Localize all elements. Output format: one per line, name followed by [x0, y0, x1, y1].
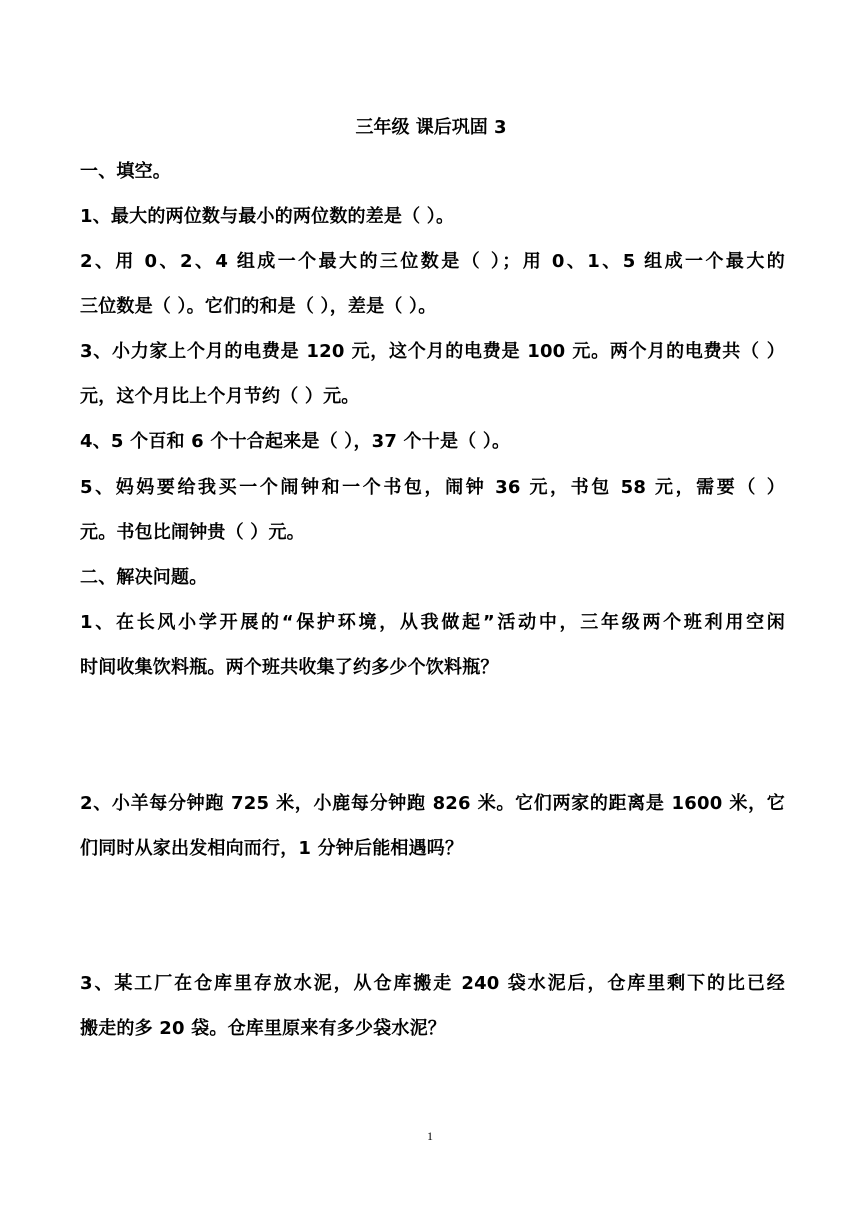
page-title-text: 三年级 课后巩固 3: [355, 117, 507, 138]
section-heading-problems: 二、解决问题。: [80, 567, 208, 588]
page-number: 1: [427, 1129, 433, 1143]
section-heading-fill-in: 一、填空。: [80, 161, 171, 182]
question-line: 5、妈妈要给我买一个闹钟和一个书包，闹钟 36 元，书包 58 元，需要（ ）: [80, 477, 785, 498]
problem-line: 们同时从家出发相向而行，1 分钟后能相遇吗？: [80, 838, 464, 859]
question-line: 1、最大的两位数与最小的两位数的差是（ ）。: [80, 206, 455, 227]
problem-line: 时间收集饮料瓶。两个班共收集了约多少个饮料瓶？: [80, 657, 499, 678]
page-title: [0, 116, 860, 140]
question-line: 3、小力家上个月的电费是 120 元，这个月的电费是 100 元。两个月的电费共（ ）: [80, 341, 785, 362]
problem-line: 3、某工厂在仓库里存放水泥，从仓库搬走 240 袋水泥后，仓库里剩下的比已经: [80, 973, 785, 994]
question-line: 元。书包比闹钟贵（ ）元。: [80, 522, 305, 543]
question-line: 三位数是（ ）。它们的和是（ ），差是（ ）。: [80, 296, 437, 317]
problem-line: 搬走的多 20 袋。仓库里原来有多少袋水泥？: [80, 1018, 446, 1039]
question-line: 2、用 0、2、4 组成一个最大的三位数是（ ）；用 0、1、5 组成一个最大的: [80, 251, 785, 272]
question-line: 4、5 个百和 6 个十合起来是（ ），37 个十是（ ）。: [80, 431, 511, 452]
problem-line: 2、小羊每分钟跑 725 米，小鹿每分钟跑 826 米。它们两家的距离是 1600 米，它: [80, 793, 785, 814]
question-line: 元，这个月比上个月节约（ ）元。: [80, 386, 360, 407]
problem-line: 1、在长风小学开展的“保护环境，从我做起”活动中，三年级两个班利用空闲: [80, 612, 785, 633]
